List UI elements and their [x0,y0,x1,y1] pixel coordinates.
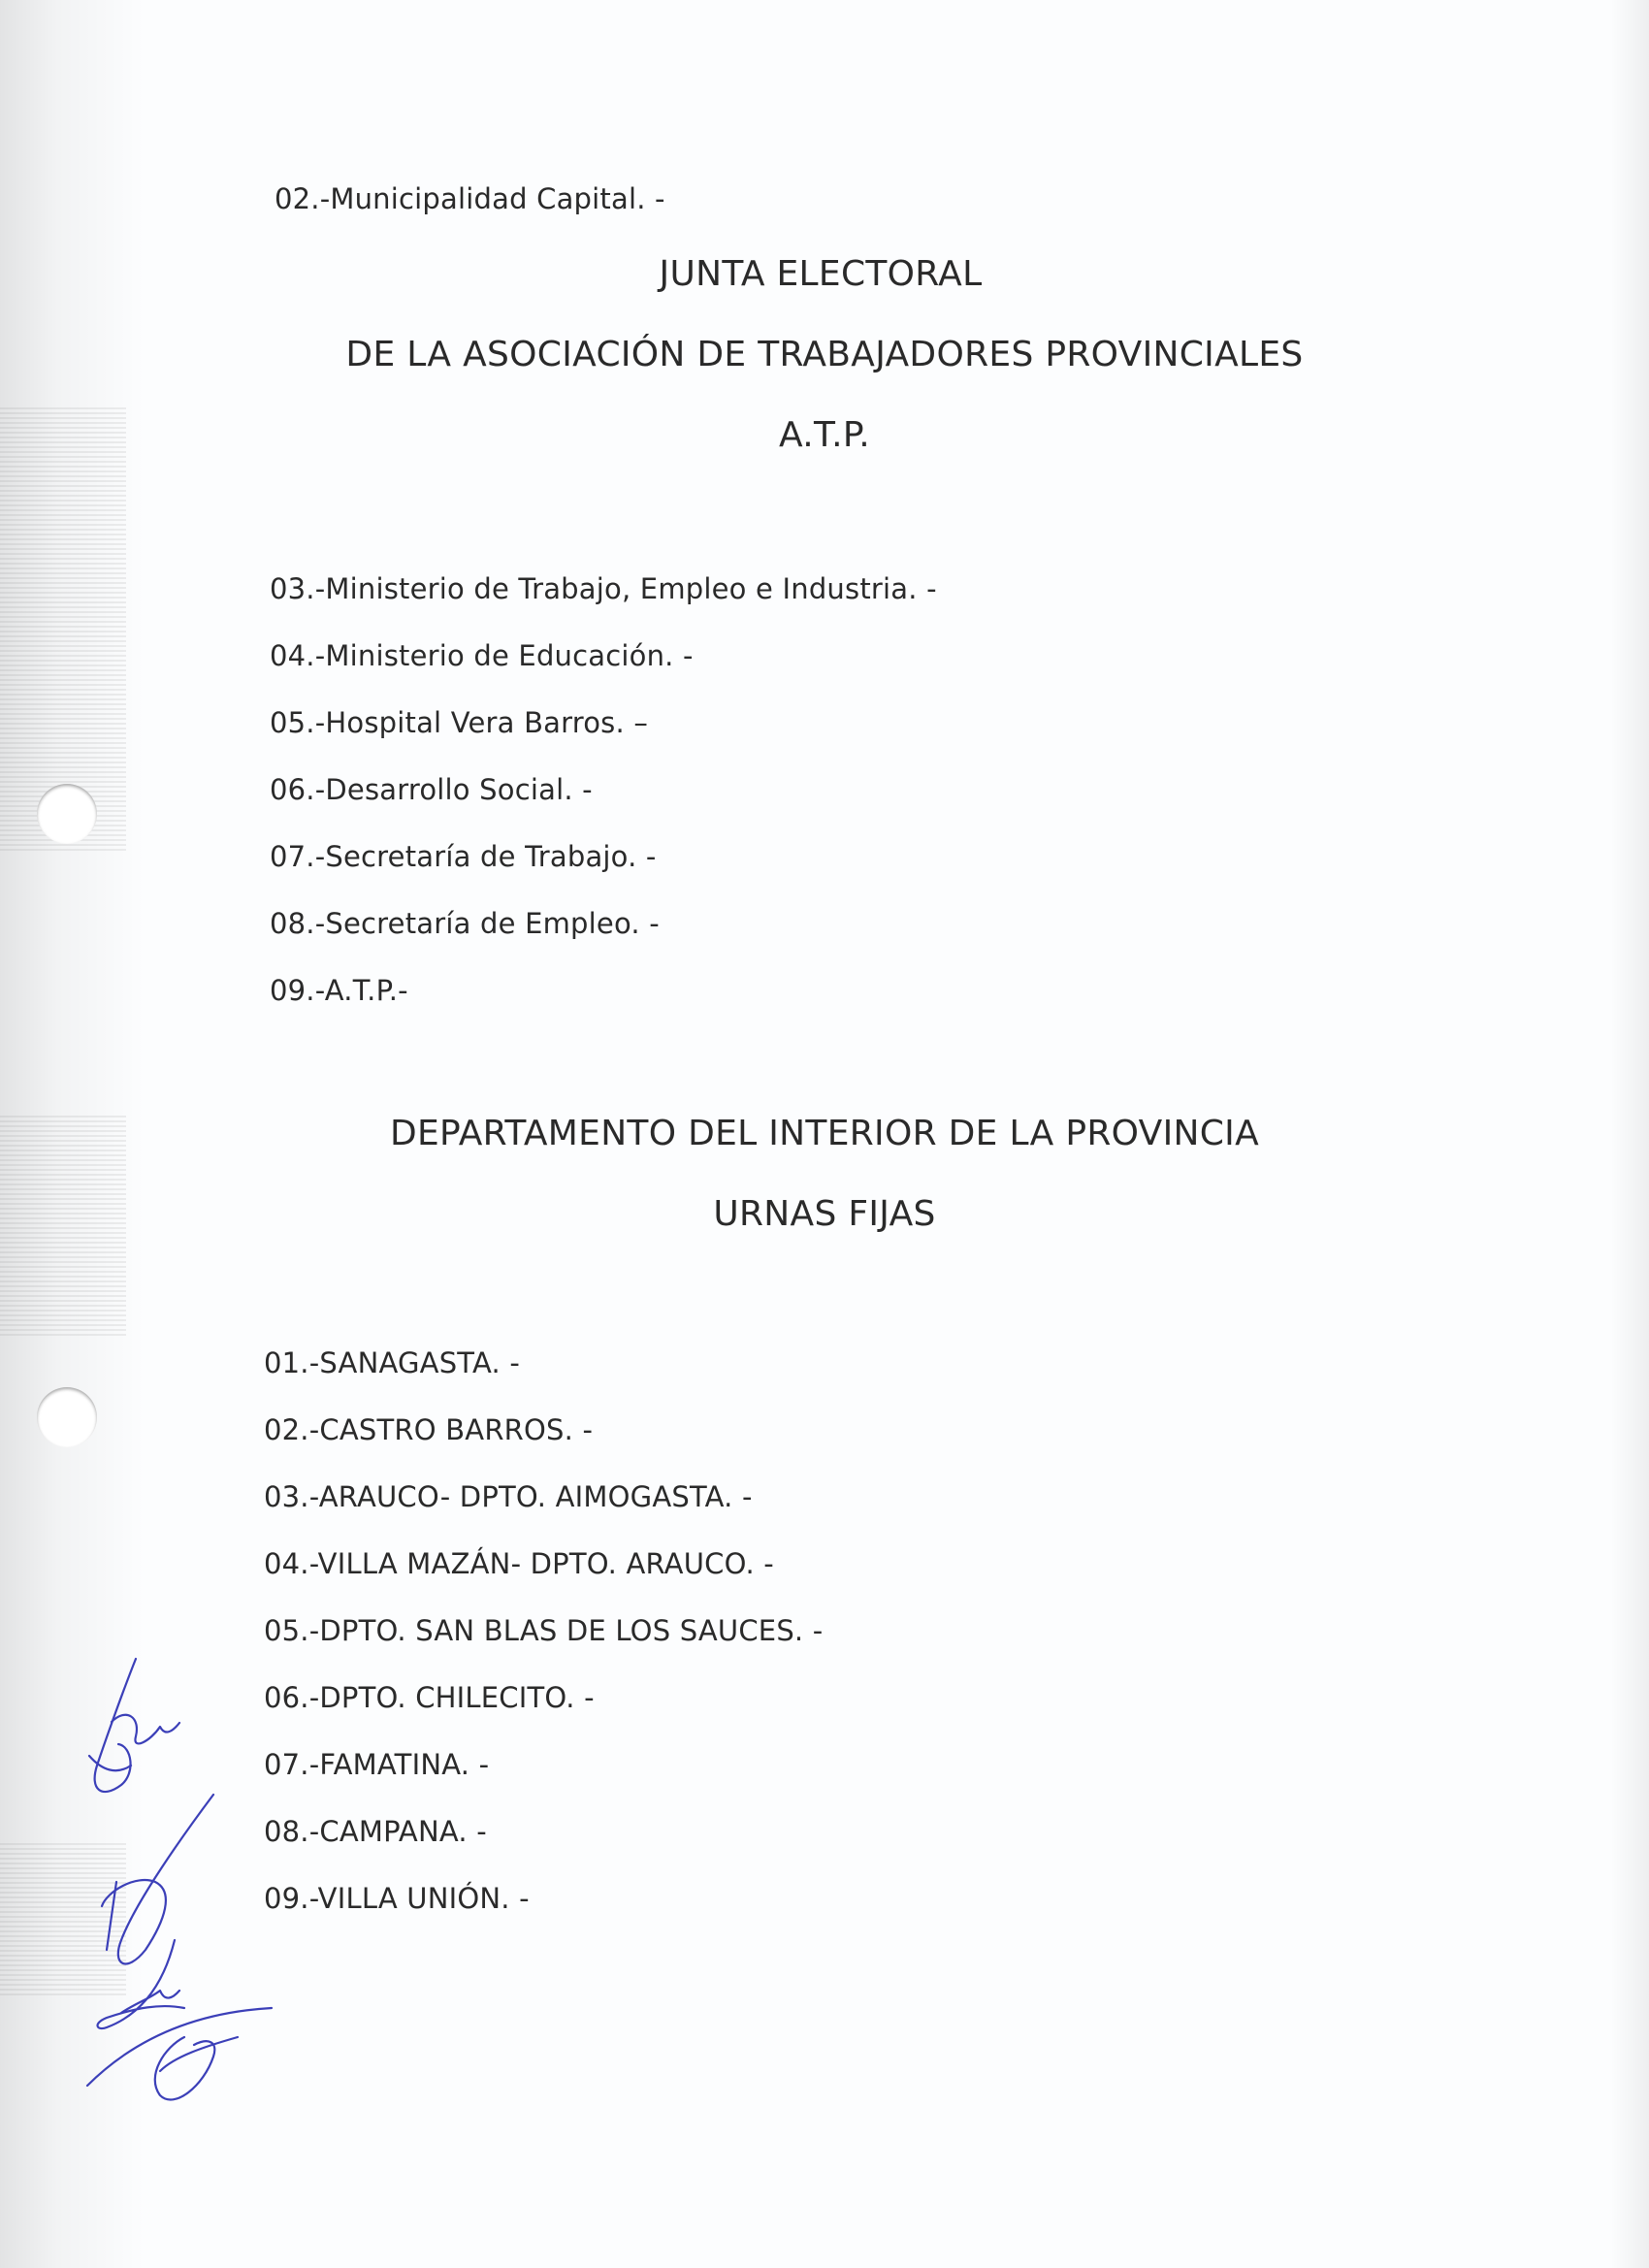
section-title: JUNTA ELECTORAL [659,254,983,294]
list-item: 07.-FAMATINA. - [264,1748,490,1781]
signature-stroke [98,1940,184,2028]
list-item: 03.-ARAUCO- DPTO. AIMOGASTA. - [264,1480,753,1513]
list-item: 05.-DPTO. SAN BLAS DE LOS SAUCES. - [264,1614,824,1647]
list-item: 06.-DPTO. CHILECITO. - [264,1681,595,1714]
list-item: 05.-Hospital Vera Barros. – [270,706,649,739]
signature-stroke [112,1715,179,1744]
list-item: 04.-VILLA MAZÁN- DPTO. ARAUCO. - [264,1547,774,1580]
list-item: 09.-VILLA UNIÓN. - [264,1882,530,1915]
list-item: 03.-Ministerio de Trabajo, Empleo e Industria. - [270,572,937,605]
list-item: 09.-A.T.P.- [270,974,408,1007]
section-title: DE LA ASOCIACIÓN DE TRABAJADORES PROVINCIALES [345,335,1304,374]
signature-stroke [95,1659,136,1792]
list-item: 07.-Secretaría de Trabajo. - [270,840,657,873]
list-item: 02.-CASTRO BARROS. - [264,1413,594,1446]
section-title: DEPARTAMENTO DEL INTERIOR DE LA PROVINCIA [389,1114,1260,1153]
signature-stroke [102,1795,213,1963]
list-item: 08.-CAMPANA. - [264,1815,487,1848]
section-title: URNAS FIJAS [713,1194,936,1234]
list-item: 04.-Ministerio de Educación. - [270,639,694,672]
section-title: A.T.P. [779,415,870,455]
punch-hole [37,1387,97,1447]
punch-hole [37,784,97,844]
signature-stroke [87,2008,272,2086]
handwritten-signatures [68,1630,359,2134]
list-item: 01.-SANAGASTA. - [264,1346,521,1379]
list-item: 06.-Desarrollo Social. - [270,773,593,806]
list-item: 08.-Secretaría de Empleo. - [270,907,660,940]
list-item: 02.-Municipalidad Capital. - [275,182,665,215]
